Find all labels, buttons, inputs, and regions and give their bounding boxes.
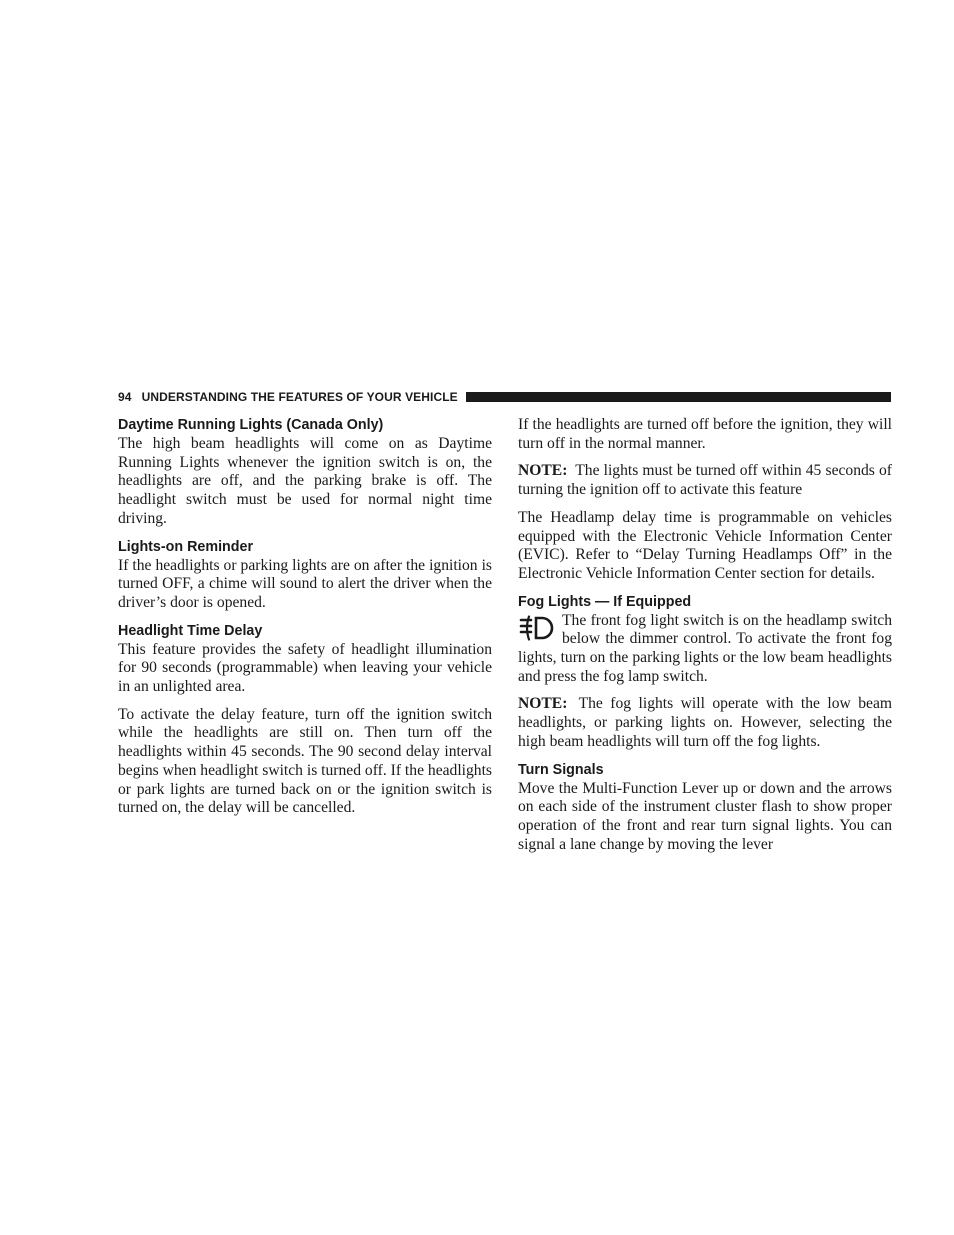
reminder-paragraph: If the headlights or parking lights are on after the ignition is turned OFF, a chime will sound to alert the driver when the driver’s door is opened. — [118, 556, 492, 611]
note-text: The lights must be turned off within 45 seconds of turning the ignition off to activate this feature — [518, 462, 892, 499]
note-fog — [518, 695, 892, 751]
drl-heading: Daytime Running Lights (Canada Only) — [118, 417, 384, 433]
front-fog-light-icon — [518, 615, 554, 641]
header-rule — [466, 392, 891, 402]
note-label: NOTE: — [518, 695, 568, 713]
fog-paragraph — [518, 612, 892, 687]
reminder-heading: Lights-on Reminder — [118, 538, 254, 555]
delay-continued-paragraph: If the headlights are turned off before the ignition, they will turn off in the normal manner. — [518, 416, 892, 452]
left-column — [118, 416, 492, 827]
delay-heading: Headlight Time Delay — [118, 622, 263, 639]
page-header — [118, 389, 891, 405]
fog-text: The front fog light switch is on the headlamp switch below the dimmer control. To activate the front fog lights, turn on the parking lights or the low beam headlights and press the fog lamp switch. — [518, 611, 892, 685]
right-column — [518, 416, 892, 863]
evic-paragraph: The Headlamp delay time is programmable on vehicles equipped with the Electronic Vehicle Information Center (EVIC). Refer to “Delay Turning Headlamps Off” in the Electronic Vehicle Information Center section for details. — [518, 508, 892, 582]
delay-paragraph-1: This feature provides the safety of headlight illumination for 90 seconds (programmable) when leaving your vehicle in an unlighted area. — [118, 640, 492, 696]
note-text: The fog lights will operate with the low beam headlights, or parking lights on. However, selecting the high beam headlights will turn off the fog lights. — [518, 695, 893, 750]
page-number: 94 — [118, 390, 132, 404]
note-delay — [518, 462, 892, 499]
drl-paragraph: The high beam headlights will come on as Daytime Running Lights whenever the ignition switch is on, the headlights are off, and the parking brake is off. The headlight switch must be used for normal night time driving. — [118, 435, 492, 527]
section-title: UNDERSTANDING THE FEATURES OF YOUR VEHICLE — [141, 390, 458, 404]
turn-paragraph: Move the Multi-Function Lever up or down and the arrows on each side of the instrument cluster flash to show proper operation of the front and rear turn signal lights. You can signal a lane change by moving the lever — [518, 779, 892, 853]
delay-paragraph-2: To activate the delay feature, turn off the ignition switch while the headlights are still on. Then turn off the headlights within 45 seconds. The 90 second delay interval begins when headlight switch is turned off. If the headlights or park lights are turned back on or the ignition switch is turned on, the delay will be cancelled. — [118, 705, 492, 817]
note-label: NOTE: — [518, 462, 568, 480]
turn-heading: Turn Signals — [518, 761, 604, 778]
fog-heading: Fog Lights — If Equipped — [518, 593, 692, 610]
